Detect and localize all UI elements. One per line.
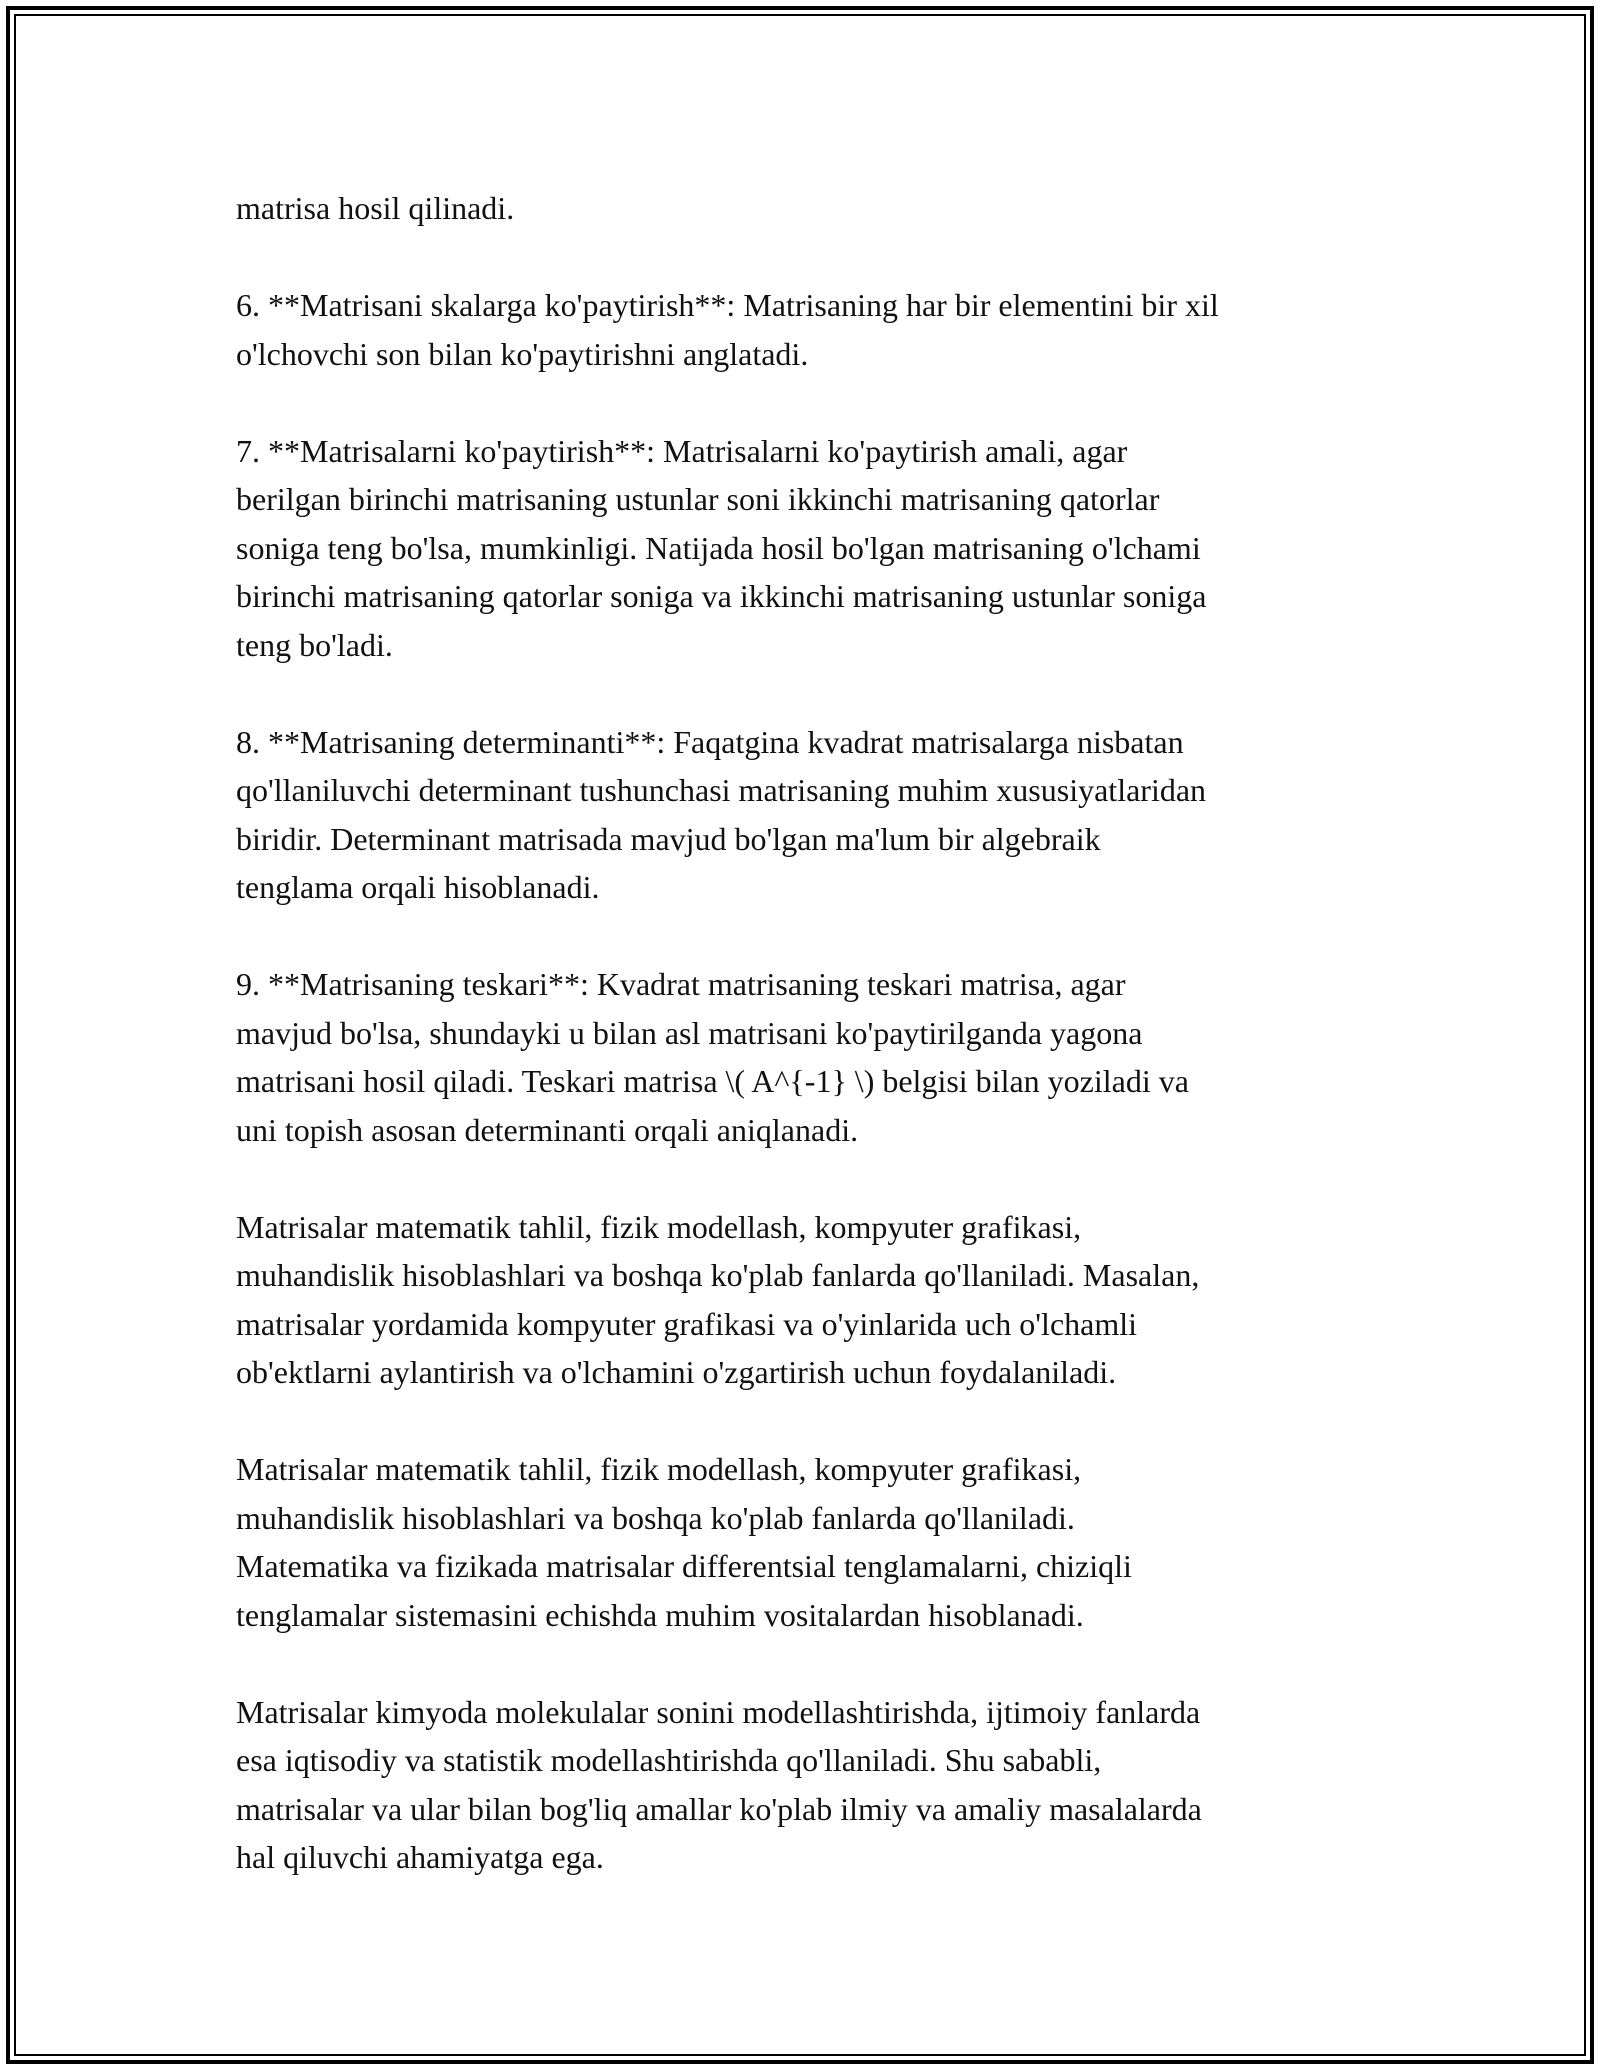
paragraph-applications-1: Matrisalar matematik tahlil, fizik modellash, kompyuter grafikasi, muhandislik hisoblashlari va boshqa ko'plab fanlarda qo'llaniladi. Masalan, matrisalar yordamida kompyuter grafikasi va o'yinlarida uch o'lchamli ob'ektlarni aylantirish va o'lchamini o'zgartirish uchun foydalaniladi.	[236, 1208, 1200, 1390]
paragraph-item-9: 9. **Matrisaning teskari**: Kvadrat matrisaning teskari matrisa, agar mavjud bo'lsa, shundayki u bilan asl matrisani ko'paytirilganda yagona matrisani hosil qiladi. Teskari matrisa \( A^{-1} \) belgisi bilan yoziladi va uni topish asosan determinanti orqali aniqlanadi.	[236, 966, 1189, 1148]
paragraph-item-6: 6. **Matrisani skalarga ko'paytirish**: Matrisaning har bir elementini bir xil o'lchovchi son bilan ko'paytirishni anglatadi.	[236, 287, 1219, 372]
paragraph-item-7: 7. **Matrisalarni ko'paytirish**: Matrisalarni ko'paytirish amali, agar berilgan birinchi matrisaning ustunlar soni ikkinchi matrisaning qatorlar soniga teng bo'lsa, mumkinligi. Natijada hosil bo'lgan matrisaning o'lchami birinchi matrisaning qatorlar soniga va ikkinchi matrisaning ustunlar soniga teng bo'ladi.	[236, 432, 1207, 663]
paragraph-applications-2: Matrisalar matematik tahlil, fizik modellash, kompyuter grafikasi, muhandislik hisoblashlari va boshqa ko'plab fanlarda qo'llaniladi. Matematika va fizikada matrisalar differentsial tenglamalarni, chiziqli tenglamalar sistemasini echishda muhim vositalardan hisoblanadi.	[236, 1451, 1132, 1633]
paragraph-item-8: 8. **Matrisaning determinanti**: Faqatgina kvadrat matrisalarga nisbatan qo'llaniluvchi determinant tushunchasi matrisaning muhim xususiyatlaridan biridir. Determinant matrisada mavjud bo'lgan ma'lum bir algebraik tenglama orqali hisoblanadi.	[236, 723, 1207, 905]
document-body	[236, 184, 1376, 1882]
paragraph-applications-3: Matrisalar kimyoda molekulalar sonini modellashtirishda, ijtimoiy fanlarda esa iqtisodiy va statistik modellashtirishda qo'llaniladi. Shu sababli, matrisalar va ular bilan bog'liq amallar ko'plab ilmiy va amaliy masalalarda hal qiluvchi ahamiyatga ega.	[236, 1693, 1202, 1875]
paragraph-continuation: matrisa hosil qilinadi.	[236, 190, 515, 226]
